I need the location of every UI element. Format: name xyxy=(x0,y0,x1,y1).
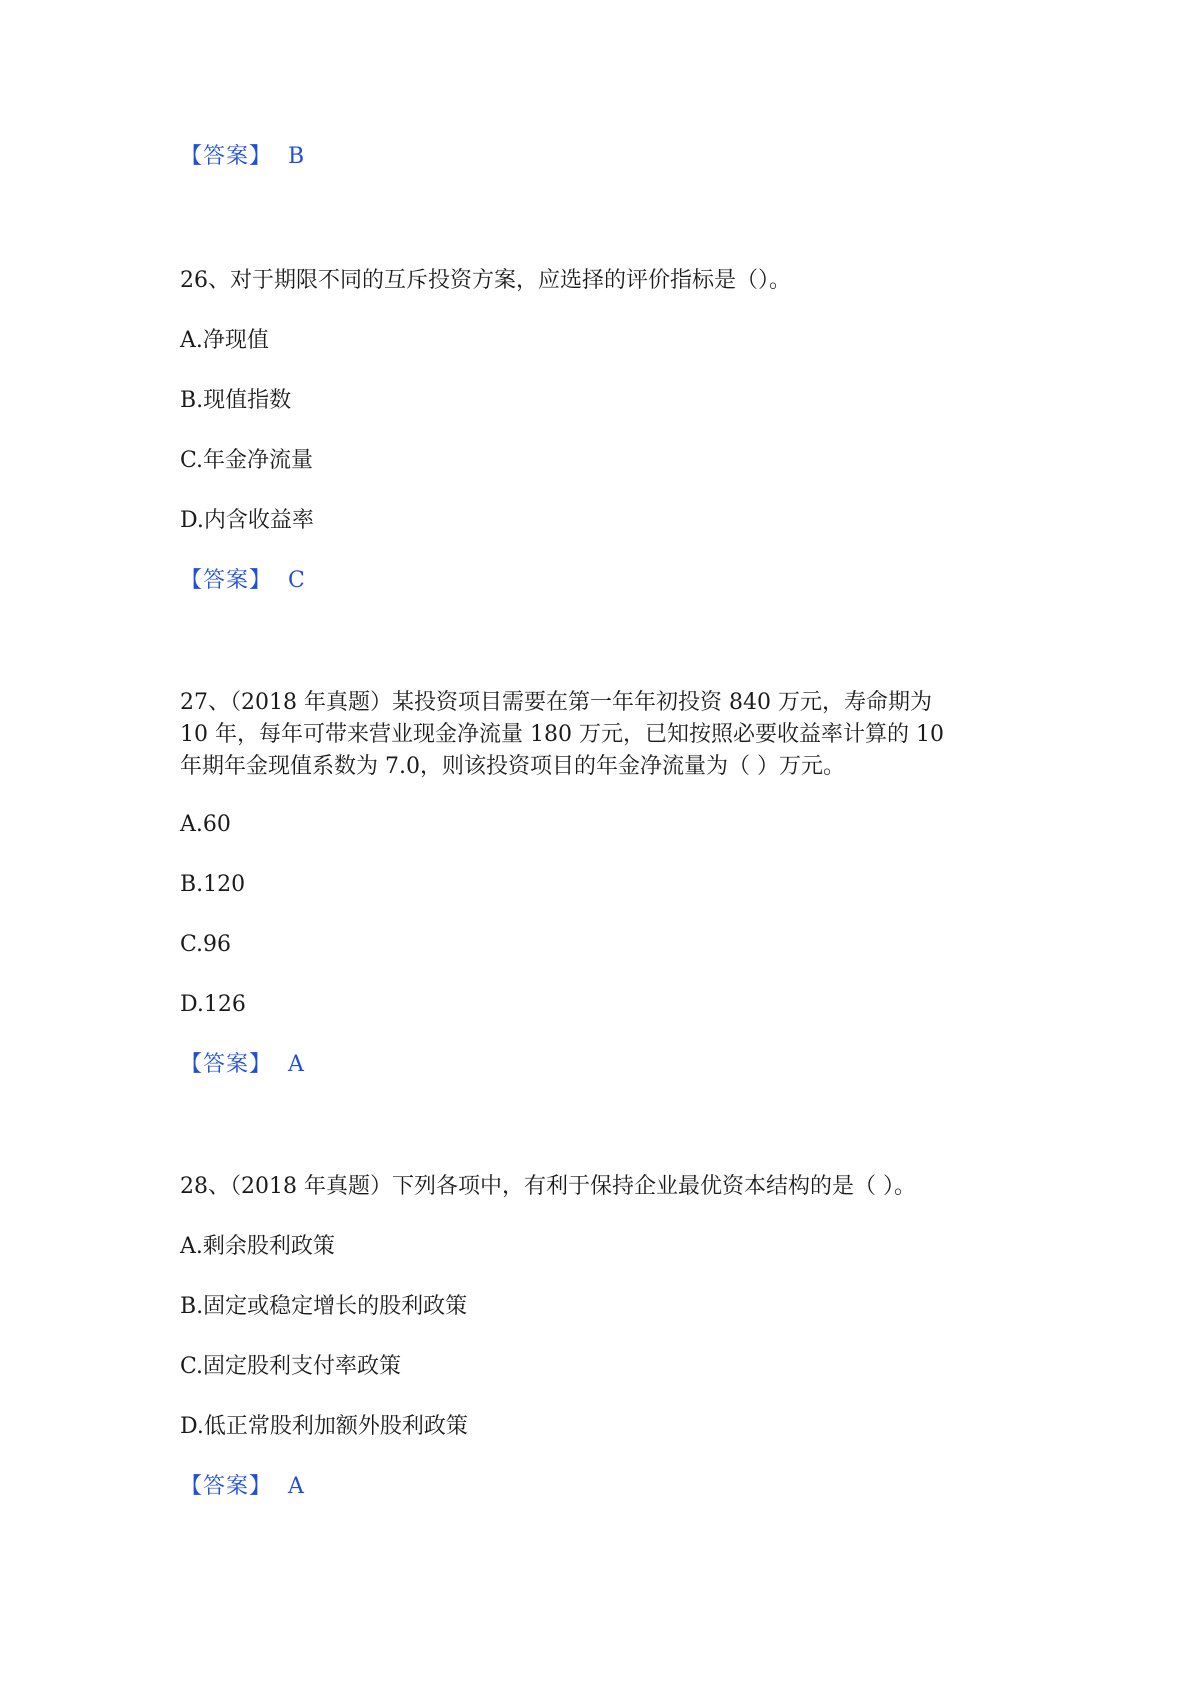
answer-value: A xyxy=(288,1052,304,1077)
answer-label: 【答案】 xyxy=(180,568,273,593)
answer-line xyxy=(180,1050,304,1080)
question-stem-line-1: 27、（2018 年真题）某投资项目需要在第一年年初投资 840 万元，寿命期为 xyxy=(180,690,932,715)
question-stem: 26、对于期限不同的互斥投资方案，应选择的评价指标是（）。 xyxy=(180,268,791,293)
answer-line xyxy=(180,1472,304,1502)
option-b: B.现值指数 xyxy=(180,388,292,413)
option-d: D.126 xyxy=(180,992,246,1017)
answer-line xyxy=(180,566,305,596)
option-a: A.60 xyxy=(180,812,231,837)
answer-label: 【答案】 xyxy=(180,144,273,169)
option-b: B.120 xyxy=(180,872,246,897)
answer-value: C xyxy=(288,568,305,593)
option-b: B.固定或稳定增长的股利政策 xyxy=(180,1294,468,1319)
option-a: A.净现值 xyxy=(180,328,269,353)
option-d: D.内含收益率 xyxy=(180,508,314,533)
answer-line xyxy=(180,142,304,172)
option-c: C.年金净流量 xyxy=(180,448,314,473)
answer-label: 【答案】 xyxy=(180,1052,273,1077)
question-stem: 28、（2018 年真题）下列各项中，有利于保持企业最优资本结构的是（ ）。 xyxy=(180,1174,916,1199)
option-a: A.剩余股利政策 xyxy=(180,1234,335,1259)
answer-value: B xyxy=(288,144,305,169)
answer-label: 【答案】 xyxy=(180,1474,273,1499)
question-stem-line-3: 年期年金现值系数为 7.0，则该投资项目的年金净流量为（ ）万元。 xyxy=(180,754,845,779)
option-c: C.固定股利支付率政策 xyxy=(180,1354,402,1379)
question-stem-line-2: 10 年，每年可带来营业现金净流量 180 万元，已知按照必要收益率计算的 10 xyxy=(180,722,944,747)
answer-value: A xyxy=(288,1474,304,1499)
option-d: D.低正常股利加额外股利政策 xyxy=(180,1414,468,1439)
option-c: C.96 xyxy=(180,932,232,957)
